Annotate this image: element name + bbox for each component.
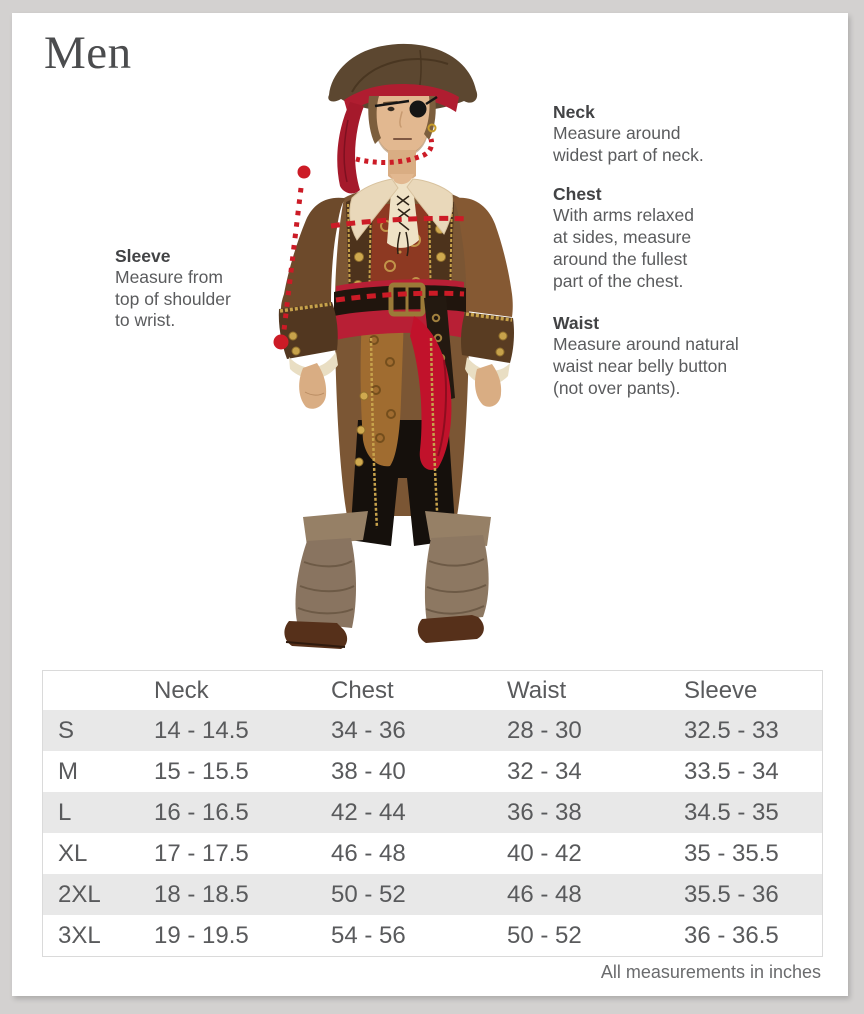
value-cell: 36 - 36.5 <box>684 921 779 949</box>
instruction-line: waist near belly button <box>553 355 728 376</box>
waist-instruction-label: Waist <box>553 313 600 334</box>
value-cell: 32 - 34 <box>507 757 582 785</box>
instruction-line: widest part of neck. <box>553 144 704 165</box>
neck-instruction-label: Neck <box>553 102 595 122</box>
value-cell: 50 - 52 <box>507 921 582 949</box>
value-cell: 33.5 - 34 <box>684 757 779 785</box>
instruction-line: top of shoulder <box>115 288 231 309</box>
column-header-waist: Waist <box>507 676 567 704</box>
instruction-line: (not over pants). <box>553 377 681 398</box>
chest-instruction-label: Chest <box>553 184 602 205</box>
value-cell: 14 - 14.5 <box>154 716 249 744</box>
size-cell: S <box>58 716 75 744</box>
instruction-line: Measure around <box>553 123 681 143</box>
size-cell: M <box>58 757 78 785</box>
value-cell: 42 - 44 <box>331 798 406 826</box>
instruction-line: Measure around natural <box>553 334 739 355</box>
value-cell: 50 - 52 <box>331 880 406 908</box>
measurement-instructions <box>553 101 768 399</box>
value-cell: 36 - 38 <box>507 798 582 826</box>
value-cell: 40 - 42 <box>507 839 582 867</box>
value-cell: 16 - 16.5 <box>154 798 249 826</box>
table-row-s <box>43 710 822 751</box>
instruction-line: to wrist. <box>115 310 176 331</box>
value-cell: 46 - 48 <box>331 839 406 867</box>
sleeve-instruction <box>115 245 265 332</box>
value-cell: 38 - 40 <box>331 757 406 785</box>
pirate-figure <box>279 44 514 649</box>
size-cell: XL <box>58 839 88 867</box>
size-cell: L <box>58 798 72 826</box>
table-row-3xl <box>43 915 822 956</box>
measurements-footnote: All measurements in inches <box>600 962 821 982</box>
value-cell: 46 - 48 <box>507 880 582 908</box>
table-row-l <box>43 792 822 833</box>
instruction-line: around the fullest <box>553 248 688 269</box>
value-cell: 18 - 18.5 <box>154 880 249 908</box>
column-header-chest: Chest <box>331 676 394 704</box>
table-row-2xl <box>43 874 822 915</box>
column-header-sleeve: Sleeve <box>684 676 758 704</box>
instruction-line: part of the chest. <box>553 270 684 291</box>
instruction-line: Measure from <box>115 267 223 287</box>
value-cell: 35.5 - 36 <box>684 880 779 908</box>
instruction-line: at sides, measure <box>553 227 692 248</box>
value-cell: 54 - 56 <box>331 921 406 949</box>
neck-instruction <box>553 101 768 166</box>
size-cell: 2XL <box>58 880 101 908</box>
table-header-row <box>43 671 822 710</box>
value-cell: 28 - 30 <box>507 716 582 744</box>
value-cell: 19 - 19.5 <box>154 921 249 949</box>
value-cell: 35 - 35.5 <box>684 839 779 867</box>
sleeve-instruction-label: Sleeve <box>115 246 171 266</box>
column-header-neck: Neck <box>154 676 209 704</box>
value-cell: 34.5 - 35 <box>684 798 779 826</box>
value-cell: 32.5 - 33 <box>684 716 779 744</box>
instruction-line: With arms relaxed <box>553 205 695 226</box>
waist-instruction <box>553 312 768 399</box>
chest-instruction <box>553 183 768 292</box>
value-cell: 17 - 17.5 <box>154 839 249 867</box>
table-row-m <box>43 751 822 792</box>
size-cell: 3XL <box>58 921 101 949</box>
page-title: Men <box>44 27 132 79</box>
pirate-costume-svg <box>270 40 520 665</box>
pirate-costume-image <box>270 40 520 665</box>
table-row-xl <box>43 833 822 874</box>
size-table <box>42 670 823 957</box>
eye-patch <box>410 101 427 118</box>
value-cell: 15 - 15.5 <box>154 757 249 785</box>
value-cell: 34 - 36 <box>331 716 406 744</box>
